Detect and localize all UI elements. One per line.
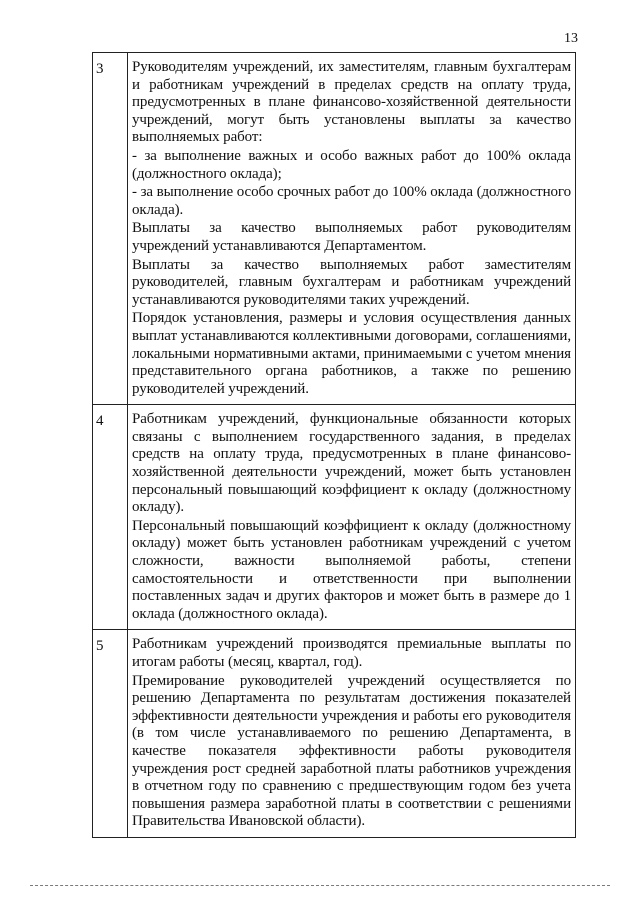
payments-table — [92, 52, 576, 838]
page-number: 13 — [564, 31, 578, 46]
paragraph: - за выполнение важных и особо важных работ до 100% оклада (должностного оклада); — [132, 147, 571, 182]
row-number: 4 — [96, 413, 104, 430]
paragraph: Премирование руководителей учреждений осуществляется по решению Департамента по результатам достижения показателей эффективности деятельности учреждения и работы его руководителя (в том числе устанавливаемого по решению Департамента, в качестве показателя эффективности работы руководителя учреждения рост средней заработной платы работников учреждения в отчетном году по сравнению с предшествующим годом без учета повышения размера заработной платы в соответствии с решениями Правительства Ивановской области). — [132, 672, 571, 830]
paragraph: Работникам учреждений производятся премиальные выплаты по итогам работы (месяц, квартал, год). — [132, 636, 571, 670]
page-bottom-rule — [30, 885, 610, 886]
row-number: 3 — [96, 61, 104, 77]
table-row — [93, 405, 576, 630]
row-number: 5 — [96, 638, 104, 655]
paragraph: Порядок установления, размеры и условия осуществления данных выплат устанавливаются коллективными договорами, соглашениями, локальными нормативными актами, принимаемыми с учетом мнения представительного органа работников, а также по решению руководителей учреждений. — [132, 310, 571, 397]
row-number-cell — [93, 53, 128, 405]
row-content-cell — [128, 630, 576, 838]
table-row — [93, 53, 576, 405]
paragraph: Работникам учреждений, функциональные обязанности которых связаны с выполнением государственного задания, в пределах средств на оплату труда, предусмотренных в плане финансово-хозяйственной деятельности учреждений, может быть установлен персональный повышающий коэффициент к окладу (должностному окладу). — [132, 411, 571, 516]
paragraph: - за выполнение особо срочных работ до 100% оклада (должностного оклада). — [132, 184, 571, 218]
row-content-cell — [128, 405, 576, 630]
row-content-cell — [128, 53, 576, 405]
row-number-cell — [93, 630, 128, 838]
paragraph: Руководителям учреждений, их заместителям, главным бухгалтерам и работникам учреждений в пределах средств на оплату труда, предусмотренных в плане финансово-хозяйственной деятельности учреждений, могут быть установлены выплаты за качество выполняемых работ: — [132, 59, 571, 146]
paragraph: Персональный повышающий коэффициент к окладу (должностному окладу) может быть установлен работникам учреждений с учетом сложности, важности выполняемой работы, степени самостоятельности и ответственности при выполнении поставленных задач и других факторов и может быть в размере до 1 оклада (должностного оклада). — [132, 517, 571, 622]
table-row — [93, 630, 576, 838]
paragraph: Выплаты за качество выполняемых работ заместителям руководителей, главным бухгалтерам и работникам учреждений устанавливаются руководителями таких учреждений. — [132, 256, 571, 308]
row-number-cell — [93, 405, 128, 630]
paragraph: Выплаты за качество выполняемых работ руководителям учреждений устанавливаются Департаментом. — [132, 220, 571, 254]
